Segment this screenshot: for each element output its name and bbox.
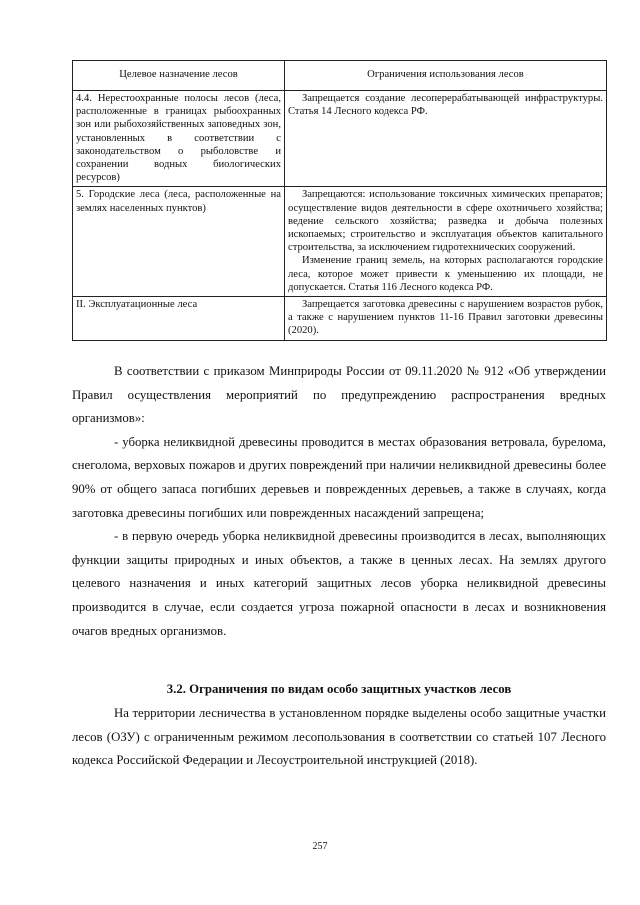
intro-paragraph: В соответствии с приказом Минприроды России от 09.11.2020 № 912 «Об утверждении Правил осуществления мероприятий по предупреждению распространения вредных организмов»: — [72, 364, 606, 426]
purpose-text: II. Эксплуатационные леса — [76, 299, 198, 311]
bullet-paragraph: - в первую очередь уборка неликвидной древесины производится в лесах, выполняющих функции защиты природных и иных объектов, а также в ценных лесах. На землях другого целевого назначения и иных категорий защитных лесов уборка неликвидной древесины производится в случае, если создается угроза пожарной опасности в лесах и возникновения очагов вредных организмов. — [72, 529, 606, 638]
section-body — [72, 702, 606, 773]
table-cell-restrictions — [285, 297, 607, 341]
table-cell-restrictions — [285, 91, 607, 187]
purpose-text: 4.4. Нерестоохранные полосы лесов (леса, расположенные в границах рыбоохранных зон или рыбохозяйственных заповедных зон, установленных в соответствии с законодательством о рыболовстве и сохранении водных биологических ресурсов) — [76, 93, 281, 184]
restriction-text: Запрещаются: использование токсичных химических препаратов; осуществление видов деятельности в сфере охотничьего хозяйства; ведение сельского хозяйства; разведка и добыча полезных ископаемых; строительство и эксплуатация объектов капитального строительства, за исключением гидротехнических сооружений. — [288, 189, 603, 254]
page-number: 257 — [312, 841, 328, 852]
table-cell-purpose — [73, 91, 285, 187]
section-heading: 3.2. Ограничения по видам особо защитных участков лесов — [166, 682, 512, 696]
column-header-restrictions: Ограничения использования лесов — [285, 61, 607, 91]
table-cell-purpose — [73, 297, 285, 341]
table-row — [73, 187, 607, 297]
body-text — [72, 360, 606, 643]
table-cell-restrictions — [285, 187, 607, 297]
restriction-text: Запрещается заготовка древесины с нарушением возрастов рубок, а также с нарушением пунктов 11-16 Правил заготовки древесины (2020). — [288, 299, 603, 337]
section-paragraph: На территории лесничества в установленном порядке выделены особо защитные участки лесов (ОЗУ) с ограниченным режимом лесопользования в соответствии со статьей 107 Лесного кодекса Российской Федерации и Лесоустроительной инструкцией (2018). — [72, 706, 606, 768]
restriction-text: Изменение границ земель, на которых располагаются городские леса, которое может привести к уменьшению их площади, не допускается. Статья 116 Лесного кодекса РФ. — [288, 255, 603, 293]
table-row — [73, 91, 607, 187]
table-cell-purpose — [73, 187, 285, 297]
table-row — [73, 297, 607, 341]
restrictions-table — [72, 60, 607, 341]
restriction-text: Запрещается создание лесоперерабатывающей инфраструктуры. Статья 14 Лесного кодекса РФ. — [288, 93, 603, 118]
bullet-paragraph: - уборка неликвидной древесины проводится в местах образования ветровала, бурелома, снеголома, верховых пожаров и других повреждений при наличии неликвидной древесины более 90% от общего запаса погибших деревьев и поврежденных деревьев, а также в случаях, когда заготовка древесины погибших или поврежденных насаждений запрещена; — [72, 434, 606, 520]
purpose-text: 5. Городские леса (леса, расположенные на землях населенных пунктов) — [76, 189, 281, 214]
table-header-row — [73, 61, 607, 91]
column-header-purpose: Целевое назначение лесов — [73, 61, 285, 91]
